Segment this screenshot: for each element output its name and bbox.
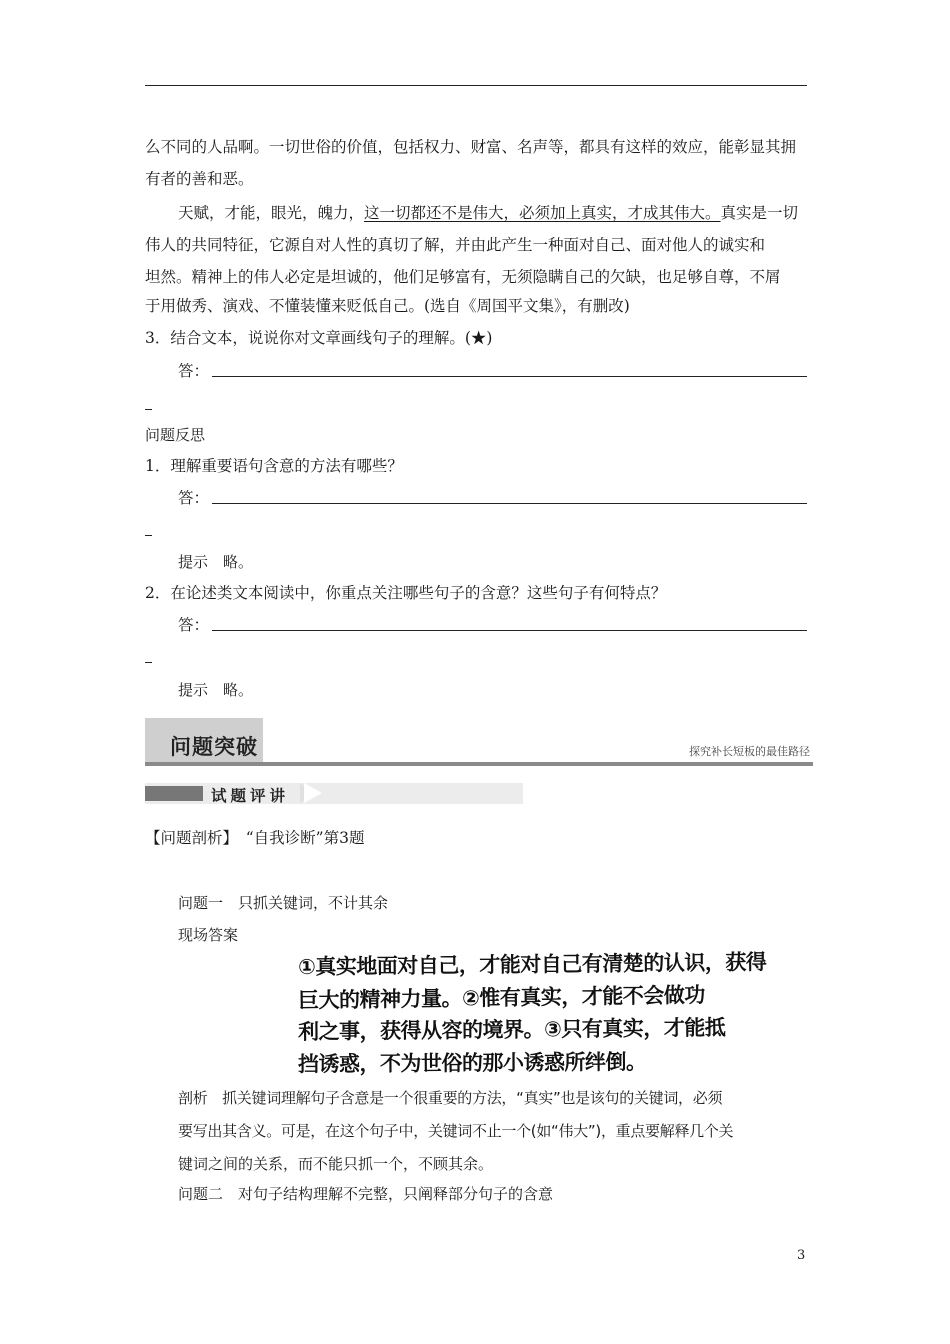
answer-label: 答： [178,362,210,380]
analysis-comment: 键词之间的关系，而不能只抓一个，不顾其余。 [178,1155,494,1173]
answer-line-continuation [145,535,152,536]
section-title: 问题突破 [170,735,258,759]
sub-banner-marker [145,786,203,801]
passage-line: 么不同的人品啊。一切世俗的价值，包括权力、财富、名声等，都具有这样的效应，能彰显其拥 [145,138,797,156]
reflection-question-2: 2．在论述类文本阅读中，你重点关注哪些句子的含意？这些句子有何特点？ [145,584,667,602]
passage-text: 天赋，才能，眼光，魄力， [178,204,365,222]
sub-section-title: 试题评讲 [211,787,290,805]
hint: 提示 略。 [178,553,254,571]
reflection-question-1: 1．理解重要语句含意的方法有哪些？ [145,457,403,475]
problem-1: 问题一 只抓关键词，不计其余 [178,894,389,912]
answer-line[interactable] [212,376,807,377]
handwritten-answer-line: 巨大的精神力量。②惟有真实，才能不会做功 [297,982,705,1013]
answer-line[interactable] [212,503,807,504]
handwritten-answer-line: 利之事，获得从容的境界。③只有真实，才能抵 [297,1015,726,1044]
section-rule [145,762,813,766]
passage-line-underlined [178,197,840,229]
underlined-sentence: 这一切都还不是伟大，必须加上真实，才成其伟大。 [364,204,721,222]
reflection-heading: 问题反思 [145,426,206,444]
hint: 提示 略。 [178,681,254,699]
section-subtitle: 探究补长短板的最佳路径 [689,745,810,758]
answer-line-continuation [145,409,152,410]
question-3: 3．结合文本，说说你对文章画线句子的理解。(★) [145,329,493,347]
analysis-comment: 要写出其含义。可是，在这个句子中，关键词不止一个(如“伟大”)，重点要解释几个关 [178,1122,734,1140]
page-number: 3 [797,1248,806,1263]
handwritten-answer-line: ①真实地面对自己，才能对自己有清楚的认识，获得 [297,950,767,979]
answer-line[interactable] [212,630,807,631]
analysis-header: 【问题剖析】 “自我诊断”第3题 [145,829,365,847]
header-rule [145,85,807,86]
handwritten-answer-line: 挡诱惑，不为世俗的那小诱惑所绊倒。 [297,1049,647,1077]
passage-text: 真实是一切 [720,204,799,222]
passage-line: 伟人的共同特征，它源自对人性的真切了解，并由此产生一种面对自己、面对他人的诚实和 [145,236,766,254]
answer-label: 答： [178,616,210,634]
problem-2: 问题二 对句子结构理解不完整，只阐释部分句子的含意 [178,1185,554,1203]
answer-line-continuation [145,662,152,663]
passage-line: 坦然。精神上的伟人必定是坦诚的，他们足够富有，无须隐瞒自己的欠缺，也足够自尊，不屑 [145,268,781,286]
passage-line: 有者的善和恶。 [145,170,254,188]
sub-banner-arrow [304,783,322,803]
answer-label: 答： [178,489,210,507]
scene-answer-label: 现场答案 [178,926,239,944]
analysis-comment: 剖析 抓关键词理解句子含意是一个很重要的方法，“真实”也是该句的关键词，必须 [178,1089,723,1107]
passage-line: 于用做秀、演戏、不懂装懂来贬低自己。(选自《周国平文集》，有删改) [145,297,630,315]
